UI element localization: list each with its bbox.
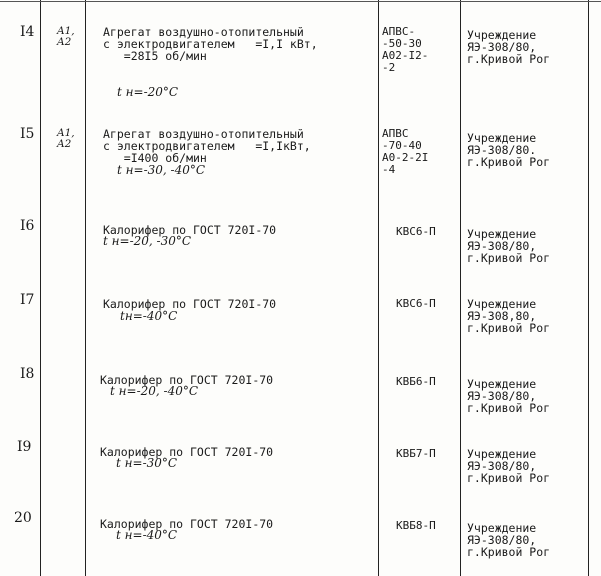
model-code: -2 (382, 61, 396, 74)
supplier: г.Кривой Рог (467, 52, 551, 66)
model-code: КВБ7-П (396, 447, 436, 460)
row-number: I8 (20, 366, 35, 382)
model-code: КВБ8-П (396, 519, 436, 532)
item-description: Агрегат воздушно-отопительный (103, 127, 304, 141)
outdoor-temperature: t н=-20, -40°С (110, 384, 199, 398)
outdoor-temperature: t н=-20°С (117, 85, 179, 99)
row-number: I9 (17, 439, 32, 455)
column-rule (378, 0, 379, 576)
outdoor-temperature: t н=-30, -40°С (117, 163, 206, 177)
supplier: Учреждение (467, 377, 537, 391)
outdoor-temperature: t н=-30°С (116, 456, 178, 470)
outdoor-temperature: t н=-20, -30°С (103, 234, 192, 248)
supplier: Учреждение (467, 297, 537, 311)
item-description: Калорифер по ГОСТ 720I-70 (103, 223, 277, 237)
model-code: КВС6-П (396, 297, 436, 310)
item-description: Калорифер по ГОСТ 720I-70 (100, 373, 274, 387)
model-code: КВС6-П (396, 225, 436, 238)
supplier: ЯЭ-308,80, (467, 309, 537, 323)
table-top-rule (0, 1, 601, 2)
column-rule (85, 0, 86, 576)
supplier: г.Кривой Рог (467, 251, 551, 265)
position-code: A1, (57, 25, 75, 37)
model-code: АПВС (382, 127, 409, 140)
row-number: 20 (14, 510, 32, 526)
row-number: I7 (20, 292, 35, 308)
supplier: г.Кривой Рог (467, 471, 551, 485)
model-code: А02-I2- (382, 49, 429, 62)
outdoor-temperature: t н=-40°С (116, 528, 178, 542)
item-description: с электродвигателем =I,IкВт, (103, 139, 311, 153)
model-code: -4 (382, 163, 396, 176)
column-rule (40, 0, 41, 576)
item-description: Калорифер по ГОСТ 720I-70 (103, 297, 277, 311)
item-description: Калорифер по ГОСТ 720I-70 (100, 517, 274, 531)
column-rule (460, 0, 461, 576)
supplier: г.Кривой Рог (467, 321, 551, 335)
position-code: A2 (57, 36, 72, 48)
supplier: Учреждение (467, 28, 537, 42)
item-description: Калорифер по ГОСТ 720I-70 (100, 445, 274, 459)
model-code: -70-40 (382, 139, 422, 152)
item-description: =I400 об/мин (103, 151, 207, 165)
supplier: ЯЭ-308/80, (467, 40, 537, 54)
row-number: I6 (20, 218, 35, 234)
column-rule (588, 0, 589, 576)
supplier: Учреждение (467, 227, 537, 241)
model-code: А0-2-2I (382, 151, 429, 164)
position-code: A2 (57, 138, 72, 150)
row-number: I4 (20, 24, 35, 40)
row-number: I5 (20, 126, 35, 142)
supplier: г.Кривой Рог (467, 155, 551, 169)
supplier: ЯЭ-308/80, (467, 389, 537, 403)
supplier: ЯЭ-308/80, (467, 533, 537, 547)
supplier: Учреждение (467, 131, 537, 145)
position-code: A1, (57, 127, 75, 139)
supplier: Учреждение (467, 521, 537, 535)
model-code: АПВС- (382, 25, 416, 38)
item-description: Агрегат воздушно-отопительный (103, 25, 304, 39)
item-description: с электродвигателем =I,I кВт, (103, 37, 318, 51)
model-code: КВБ6-П (396, 375, 436, 388)
model-code: -50-30 (382, 37, 422, 50)
supplier: г.Кривой Рог (467, 545, 551, 559)
item-description: =28I5 об/мин (103, 49, 207, 63)
supplier: ЯЭ-308/80, (467, 239, 537, 253)
supplier: ЯЭ-308/80, (467, 459, 537, 473)
supplier: г.Кривой Рог (467, 401, 551, 415)
outdoor-temperature: tн=-40°С (120, 309, 178, 323)
supplier: Учреждение (467, 447, 537, 461)
supplier: ЯЭ-308/80. (467, 143, 537, 157)
